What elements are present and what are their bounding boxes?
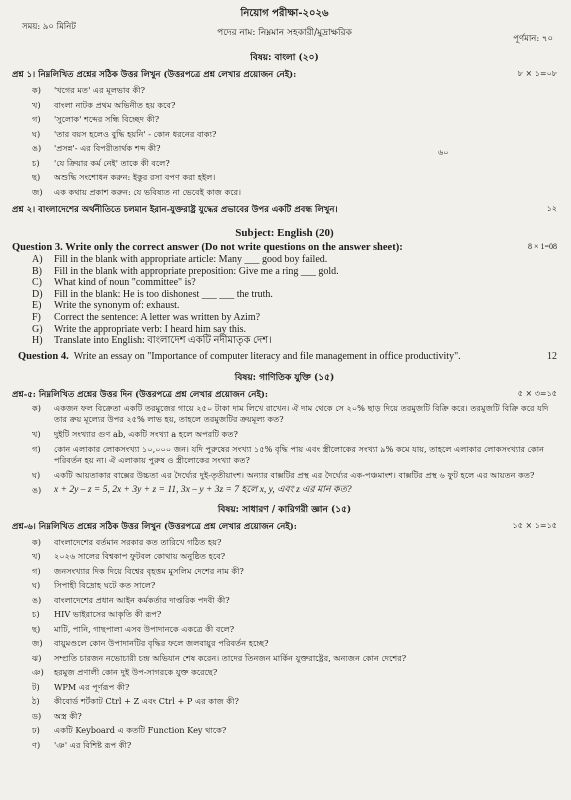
list-item	[32, 112, 557, 127]
item-label: গ)	[32, 114, 41, 124]
item-label: C)	[32, 277, 42, 289]
list-item	[32, 403, 557, 425]
item-text: একজন ফল বিক্রেতা একটি তরমুজের গায়ে ২৫০ টাকা দাম লিখে রাখেন। ঐ দাম থেকে সে ২০% ছাড় দিয়ে তরমুজটি বিক্রি করে। তরমুজটি বিক্রি করে যদি তার ক্রয় মূল্যের উপর ২৫% লাভ হয়, তাহলে তরমুজটির ক্রয়মূল্য কত?	[54, 402, 549, 424]
exam-time: সময়: ৯০ মিনিট	[22, 22, 76, 32]
list-item	[32, 535, 557, 550]
item-text: 'ঞ' এর বিশিষ্ট রূপ কী?	[54, 739, 132, 750]
question-5-title: প্রশ্ন-৫: নিম্নলিখিত প্রশ্নের উত্তর দিন (উত্তরপত্রে প্রশ্ন লেখার প্রয়োজন নেই):	[12, 389, 269, 400]
list-item	[32, 607, 557, 622]
item-label: গ)	[32, 565, 41, 576]
item-label: ঙ)	[32, 143, 42, 153]
list-item	[32, 98, 557, 113]
question-4-text: Write an essay on "Importance of computer literacy and file management in office productivity".	[73, 350, 461, 362]
item-label: ক)	[32, 85, 41, 95]
list-item	[32, 665, 557, 680]
item-label: ঙ)	[32, 484, 42, 495]
item-label: E)	[32, 300, 42, 312]
question-4	[18, 351, 557, 362]
item-label: ণ)	[32, 739, 41, 750]
gk-section-heading: বিষয়: সাধারণ / কারিগরী জ্ঞান (১৫)	[217, 504, 352, 515]
list-item	[32, 549, 557, 564]
item-label: ট)	[32, 681, 40, 692]
item-label: ঝ)	[32, 652, 42, 663]
item-label: ঠ)	[32, 696, 40, 707]
list-item	[32, 564, 557, 579]
item-text: Fill in the blank with appropriate article: Many ___ good boy failed.	[54, 254, 328, 265]
list-item	[32, 312, 557, 324]
exam-header	[12, 4, 557, 48]
question-4-label: Question 4.	[18, 350, 69, 362]
item-text: What kind of noun "committee" is?	[54, 277, 196, 289]
item-label: ঢ)	[32, 725, 40, 736]
list-item	[32, 429, 557, 440]
list-item	[32, 470, 557, 481]
item-label: D)	[32, 288, 43, 300]
list-item	[32, 254, 557, 266]
list-item	[32, 324, 557, 336]
item-label: A)	[32, 254, 43, 265]
post-name: পদের নাম: নিম্নমান সহকারী/মুদ্রাক্ষরিক	[217, 28, 352, 38]
item-label: গ)	[32, 443, 41, 454]
question-6-marks: ১৫ × ১=১৫	[512, 520, 557, 530]
question-1-heading	[12, 68, 557, 82]
item-text: WPM এর পূর্ণরূপ কী?	[54, 681, 130, 692]
item-label: খ)	[32, 551, 41, 562]
english-section-heading: Subject: English (20)	[235, 227, 334, 239]
item-text: সিপাহী বিদ্রোহ ঘটে কত সালে?	[54, 580, 156, 591]
question-1-marks: ৮ × ১=০৮	[517, 69, 557, 78]
stray-mark: ৬০	[438, 148, 449, 157]
item-text: অশুদ্ধি সংশোধন করুন: ইকুর রসা বপণ করা হইল।	[54, 172, 216, 182]
item-text: বাংলা নাটক প্রথম অভিনীত হয় কবে?	[54, 99, 176, 110]
item-label: খ)	[32, 99, 41, 110]
item-text: বাংলাদেশের প্রধান আইন কর্মকর্তার দাপ্তরিক পদবী কী?	[54, 594, 230, 605]
item-text: 'যে ক্রিয়ার কর্ম নেই' তাকে কী বলে?	[54, 157, 170, 168]
list-item	[32, 277, 557, 289]
list-item	[32, 156, 557, 171]
item-text: জনসংখ্যার দিক দিয়ে বিশ্বের বৃহত্তম মুসলিম দেশের নাম কী?	[54, 565, 244, 576]
item-text: অস্ত্র কী?	[54, 710, 82, 721]
item-label: খ)	[32, 428, 41, 439]
list-item	[32, 335, 557, 347]
item-label: ড)	[32, 710, 42, 721]
item-text: একটি Keyboard এ কতটি Function Key থাকে?	[54, 725, 227, 736]
item-label: ঘ)	[32, 580, 41, 591]
list-item	[32, 127, 557, 142]
full-marks: পূর্ণমান: ৭০	[513, 34, 553, 44]
question-1-items	[12, 83, 557, 199]
question-5-marks: ৫ × ৩=১৫	[517, 388, 557, 398]
item-text: Write the synonym of: exhaust.	[54, 300, 180, 312]
item-text: x + 2y – z = 5, 2x + 3y + z = 11, 3x – y + 3z = 7 হলে x, y, এবং z এর মান কত?	[54, 484, 352, 495]
item-text: HIV ভাইরাসের আকৃতি কী রূপ?	[54, 609, 162, 620]
question-1-title: প্রশ্ন ১। নিম্নলিখিত প্রশ্নের সঠিক উত্তর লিখুন (উত্তরপত্রে প্রশ্ন লেখার প্রয়োজন নেই):	[12, 70, 297, 80]
item-text: Fill in the blank with appropriate preposition: Give me a ring ___ gold.	[54, 265, 339, 277]
list-item	[32, 83, 557, 98]
list-item	[32, 694, 557, 709]
item-text: দুইটি সংখ্যার গুণ ab, একটি সংখ্যা a হলে অপরটি কত?	[54, 428, 238, 439]
list-item	[32, 680, 557, 695]
item-text: বায়ুমণ্ডলে কোন উপাদানটির বৃদ্ধির ফলে জলবায়ুর পরিবর্তন হচ্ছে?	[54, 638, 269, 649]
question-6-heading	[12, 520, 557, 534]
list-item	[32, 738, 557, 753]
list-item	[32, 170, 557, 185]
list-item	[32, 709, 557, 724]
item-text: Correct the sentence: A letter was written by Azim?	[54, 311, 261, 323]
item-text: বাংলাদেশের বর্তমান সরকার কত তারিখে গঠিত হয়?	[54, 536, 222, 547]
item-label: চ)	[32, 609, 40, 620]
item-text: কীবোর্ড শর্টকাট Ctrl + Z এবং Ctrl + P এর কাজ কী?	[54, 696, 239, 707]
question-3-title: Question 3. Write only the correct answer (Do not write questions on the answer sheet):	[12, 242, 403, 253]
item-text: ২০২৬ সালের বিশ্বকাপ ফুটবল কোথায় অনুষ্ঠিত হবে?	[54, 551, 226, 562]
question-4-marks: 12	[547, 350, 557, 362]
exam-title: নিয়োগ পরীক্ষা-২০২৬	[240, 8, 329, 19]
item-text: কোন এলাকার লোকসংখ্যা ১০,০০০ জন। যদি পুরুষের সংখ্যা ১৫% বৃদ্ধি পায় এবং স্ত্রীলোকের সংখ্যা ৯% কমে যায়, তাহলে এলাকার লোকসংখ্যার কোন পরিবর্তন হয় না। ঐ এলাকায় পুরুষ ও স্ত্রীলোকের সংখ্যা কত?	[54, 443, 544, 465]
item-text: Fill in the blank: He is too dishonest ___ ___ the truth.	[54, 288, 273, 300]
list-item	[32, 622, 557, 637]
list-item	[32, 651, 557, 666]
question-3-items	[12, 254, 557, 347]
bangla-section-heading: বিষয়: বাংলা (২০)	[250, 53, 319, 63]
list-item	[32, 578, 557, 593]
item-label: ঙ)	[32, 594, 42, 605]
question-2-title: প্রশ্ন ২। বাংলাদেশের অর্থনীতিতে চলমান ইরান-যুক্তরাষ্ট্র যুদ্ধের প্রভাবের উপর একটি প্রবন্ধ লিখুন।	[12, 205, 338, 215]
item-label: F)	[32, 311, 41, 323]
list-item	[32, 636, 557, 651]
list-item	[32, 266, 557, 278]
item-label: ছ)	[32, 623, 41, 634]
question-3-heading	[12, 242, 557, 253]
question-3-marks: 8 × 1=08	[527, 242, 557, 251]
item-text: সম্প্রতি চারজন নভোচারী চন্দ্র অভিযান শেষ করেন। তাদের তিনজন মার্কিন যুক্তরাষ্ট্রের, অন্যজন কোন দেশের?	[54, 652, 407, 663]
item-text: Write the appropriate verb: I heard him say this.	[54, 323, 247, 335]
list-item	[32, 444, 557, 466]
item-label: ঘ)	[32, 469, 41, 480]
question-2-marks: ১২	[546, 204, 557, 213]
item-label: ক)	[32, 536, 41, 547]
list-item	[32, 141, 557, 156]
list-item	[32, 723, 557, 738]
item-text: 'প্রসন্ন'- এর বিপরীতার্থক শব্দ কী?	[54, 143, 161, 153]
item-label: চ)	[32, 157, 40, 168]
question-5-items	[12, 403, 557, 496]
item-label: ঞ)	[32, 667, 44, 678]
math-section-heading: বিষয়: গাণিতিক যুক্তি (১৫)	[234, 372, 335, 383]
item-text: 'সুলোক' শব্দের সন্ধি বিচ্ছেদ কী?	[54, 114, 160, 124]
list-item	[32, 185, 557, 200]
list-item	[32, 485, 557, 496]
question-5-heading	[12, 388, 557, 402]
item-text: 'তার বয়স হলেও বুদ্ধি হয়নি' - কোন ধরনের বাক্য?	[54, 128, 217, 139]
item-label: জ)	[32, 186, 43, 197]
item-label: H)	[32, 335, 43, 347]
list-item	[32, 289, 557, 301]
item-label: G)	[32, 323, 43, 335]
item-label: ঘ)	[32, 128, 41, 139]
item-label: ছ)	[32, 172, 41, 182]
list-item	[32, 593, 557, 608]
item-label: B)	[32, 265, 42, 277]
list-item	[32, 300, 557, 312]
item-text: 'খগের মত' এর মূলভাব কী?	[54, 85, 146, 95]
item-text: মাটি, পানি, গাছপালা এসব উপাদানকে একত্রে কী বলে?	[54, 623, 235, 634]
question-6-title: প্রশ্ন-৬। নিম্নলিখিত প্রশ্নের সঠিক উত্তর লিখুন (উত্তরপত্রে প্রশ্ন লেখার প্রয়োজন নেই):	[12, 521, 297, 532]
question-6-items	[12, 535, 557, 753]
item-label: ক)	[32, 402, 41, 413]
item-text: একটি আয়তাকার বাক্সের উচ্চতা এর দৈর্ঘ্যের দুই-তৃতীয়াংশ। অন্যার বাক্সটির প্রস্থ এর দৈর্ঘ্যের এক-পঞ্চমাংশ। বাক্সটির প্রস্থ ৬ ফুট হলে এর আয়তন কত?	[54, 469, 535, 480]
question-2-heading	[12, 203, 557, 217]
item-text: হরমুজ প্রণালী কোন দুই উপ-সাগরকে যুক্ত করেছে?	[54, 667, 218, 678]
item-label: জ)	[32, 638, 43, 649]
item-text: এক কথায় প্রকাশ করুন: যে ভবিষ্যত না ভেবেই কাজ করে।	[54, 186, 242, 197]
item-text: Translate into English: বাংলাদেশ একটি নদীমাতৃক দেশ।	[54, 335, 272, 347]
